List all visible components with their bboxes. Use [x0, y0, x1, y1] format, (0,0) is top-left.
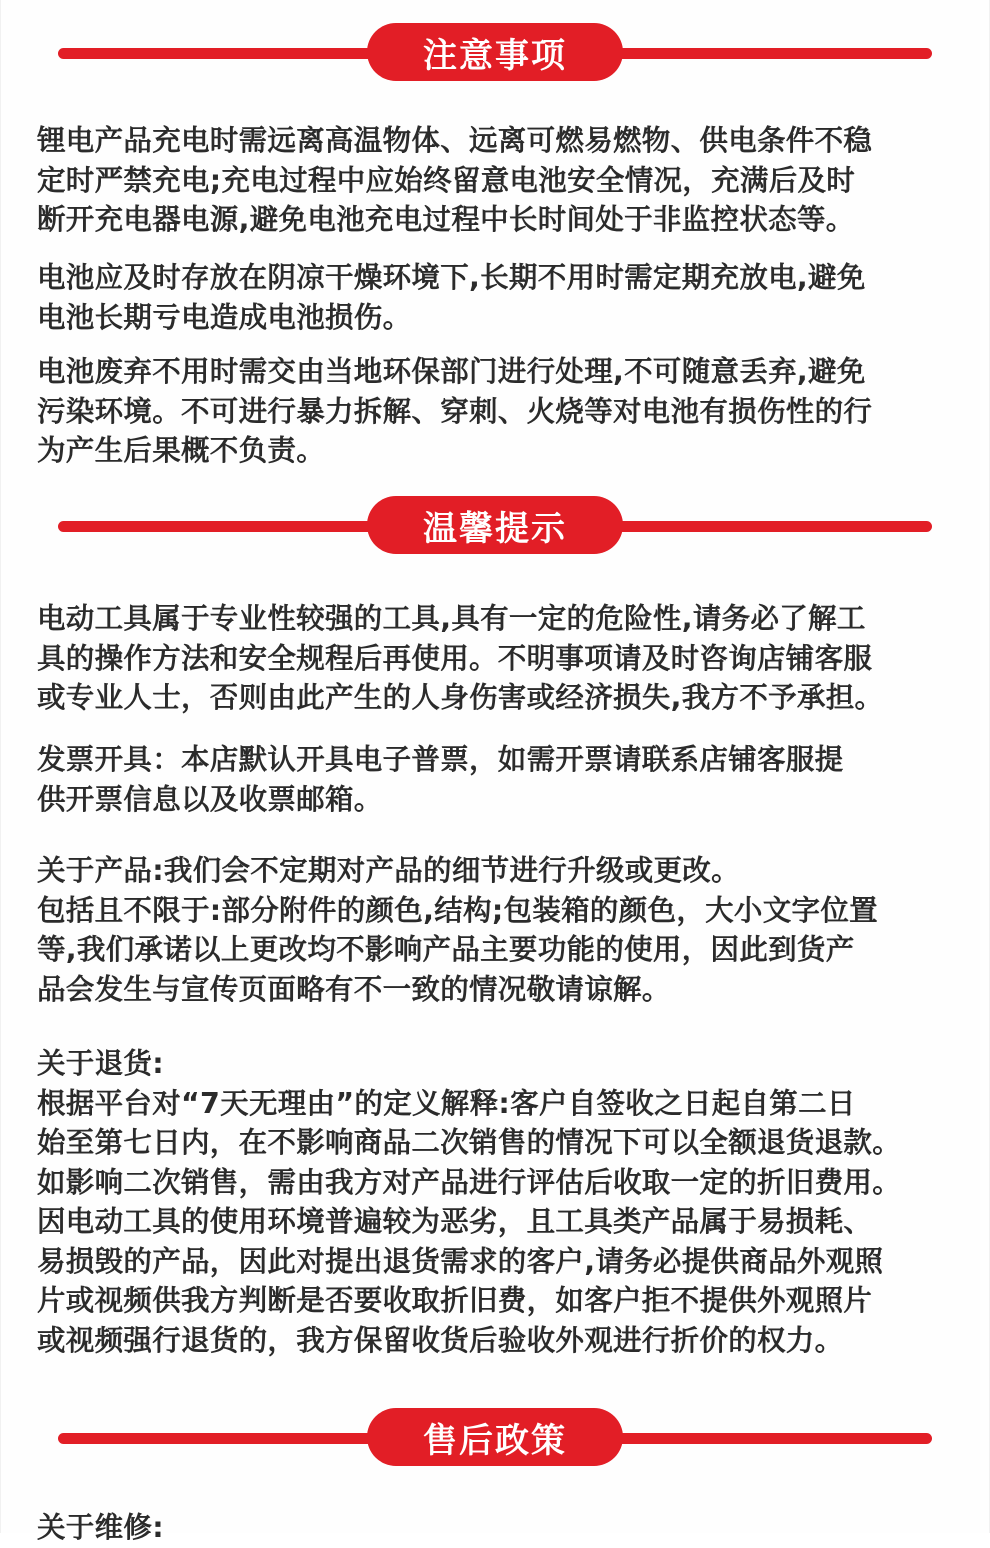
section-header-tips: [1, 494, 990, 558]
section-title: 售后政策: [367, 1408, 623, 1466]
paragraph-about-repair: 关于维修:: [37, 1511, 164, 1544]
paragraph-about-returns: 关于退货: 根据平台对“7天无理由”的定义解释:客户自签收之日起自第二日 始至第七日内，在不影响商品二次销售的情况下可以全额退货退款。 如影响二次销售，需由我方对产品进行评估后收取一定的折旧费用。 因电动工具的使用环境普遍较为恶劣，且工具类产品属于易损耗、 易损毁的产品，因此对提出退货需求的客户,请务必提供商品外观照 片或视频供我方判断是否要收取折旧费，如客户拒不提供外观照片 或视频强行退货的，我方保留收货后验收外观进行折价的权力。: [37, 1047, 902, 1357]
paragraph-tool-safety: 电动工具属于专业性较强的工具,具有一定的危险性,请务必了解工 具的操作方法和安全规程后再使用。不明事项请及时咨询店铺客服 或专业人士，否则由此产生的人身伤害或经济损失,我方不予承担。: [37, 602, 884, 714]
paragraph-about-product: 关于产品:我们会不定期对产品的细节进行升级或更改。 包括且不限于:部分附件的颜色,结构;包装箱的颜色，大小文字位置 等,我们承诺以上更改均不影响产品主要功能的使用，因此到货产 品会发生与宣传页面略有不一致的情况敬请谅解。: [37, 854, 878, 1006]
paragraph-invoice: 发票开具：本店默认开具电子普票，如需开票请联系店铺客服提 供开票信息以及收票邮箱。: [37, 743, 844, 816]
section-header-after-sales: [1, 1406, 990, 1470]
section-header-precautions: [1, 21, 990, 85]
section-title: 温馨提示: [367, 496, 623, 554]
section-title: 注意事项: [367, 23, 623, 81]
paragraph-battery-storage: 电池应及时存放在阴凉干燥环境下,长期不用时需定期充放电,避免 电池长期亏电造成电池损伤。: [37, 261, 866, 334]
paragraph-charging-safety: 锂电产品充电时需远离高温物体、远离可燃易燃物、供电条件不稳 定时严禁充电;充电过程中应始终留意电池安全情况，充满后及时 断开充电器电源,避免电池充电过程中长时间处于非监控状态等。: [37, 124, 873, 236]
paragraph-battery-disposal: 电池废弃不用时需交由当地环保部门进行处理,不可随意丢弃,避免 污染环境。不可进行暴力拆解、穿刺、火烧等对电池有损伤性的行 为产生后果概不负责。: [37, 355, 873, 467]
